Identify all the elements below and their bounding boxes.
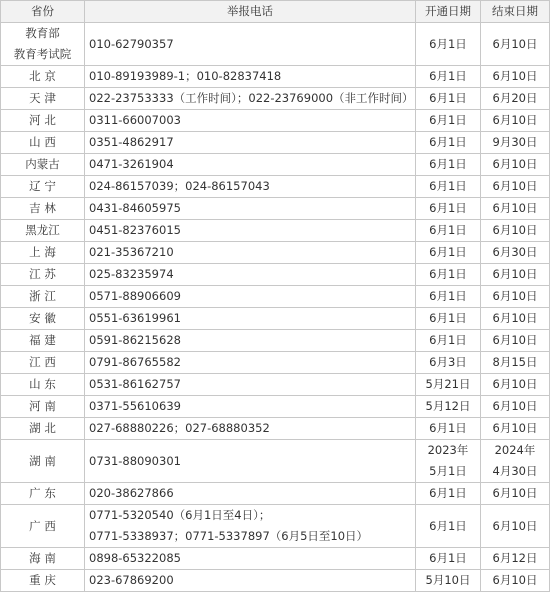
start-date-cell [416,570,481,592]
phone-cell [85,242,416,264]
province-cell-line: 浙 江 [29,289,56,303]
end-date-cell-line: 6月10日 [492,377,538,391]
phone-cell [85,198,416,220]
phone-cell-line: 0551-63619961 [89,311,181,325]
end-date-cell-line: 6月10日 [492,36,538,51]
header-province: 省份 [1,1,85,23]
end-date-cell-line: 6月10日 [492,399,538,413]
province-cell [1,308,85,330]
province-cell-line: 山 西 [29,135,56,149]
province-cell [1,374,85,396]
end-date-cell-line: 8月15日 [492,355,538,369]
phone-cell [85,570,416,592]
phone-cell-line: 0591-86215628 [89,333,181,347]
province-cell-line: 北 京 [29,69,56,83]
province-cell [1,264,85,286]
end-date-cell [481,418,550,440]
table-row [1,396,550,418]
province-cell [1,286,85,308]
province-cell-line: 湖 北 [29,421,56,435]
table-row [1,330,550,352]
end-date-cell [481,286,550,308]
province-cell [1,440,85,483]
phone-cell [85,374,416,396]
table-row [1,308,550,330]
end-date-cell-line: 6月10日 [492,289,538,303]
start-date-cell-line: 6月1日 [429,91,467,105]
start-date-cell-line: 6月1日 [429,421,467,435]
province-cell [1,505,85,548]
phone-cell [85,396,416,418]
phone-cell [85,154,416,176]
province-cell-line: 江 苏 [29,267,56,281]
phone-cell-line: 0771-5338937；0771-5337897（6月5日至10日） [89,529,369,543]
start-date-cell-line: 6月1日 [429,223,467,237]
end-date-cell [481,132,550,154]
end-date-cell [481,154,550,176]
end-date-cell [481,23,550,66]
start-date-cell-line: 2023年 [427,443,469,457]
table-row [1,570,550,592]
start-date-cell [416,352,481,374]
phone-cell [85,110,416,132]
start-date-cell [416,198,481,220]
phone-cell-line: 0431-84605975 [89,201,181,215]
start-date-cell-line: 5月1日 [429,464,467,478]
phone-cell-line: 021-35367210 [89,245,174,259]
end-date-cell [481,110,550,132]
phone-cell-line: 0311-66007003 [89,113,181,127]
end-date-cell [481,396,550,418]
end-date-cell-line: 4月30日 [492,464,538,478]
phone-cell [85,505,416,548]
province-cell [1,570,85,592]
province-cell-line: 福 建 [29,333,56,347]
province-cell [1,176,85,198]
start-date-cell-line: 6月1日 [429,135,467,149]
end-date-cell [481,440,550,483]
phone-cell-line: 025-83235974 [89,267,174,281]
phone-cell-line: 0771-5320540（6月1日至4日）； [89,508,271,522]
start-date-cell [416,110,481,132]
phone-cell [85,418,416,440]
start-date-cell-line: 6月1日 [429,518,467,533]
end-date-cell-line: 6月10日 [492,421,538,435]
table-row [1,132,550,154]
end-date-cell-line: 6月10日 [492,201,538,215]
province-cell [1,330,85,352]
start-date-cell-line: 6月1日 [429,201,467,215]
end-date-cell-line: 6月10日 [492,69,538,83]
table-row [1,548,550,570]
province-cell [1,418,85,440]
province-cell-line: 海 南 [29,551,56,565]
table-row [1,418,550,440]
table-row [1,483,550,505]
table-row [1,374,550,396]
table-row [1,198,550,220]
phone-cell [85,483,416,505]
phone-cell [85,308,416,330]
province-cell-line: 吉 林 [29,201,56,215]
table-row [1,176,550,198]
end-date-cell [481,308,550,330]
start-date-cell [416,374,481,396]
end-date-cell-line: 6月10日 [492,113,538,127]
province-cell-line: 湖 南 [29,453,56,468]
province-cell-line: 广 东 [29,486,56,500]
phone-cell [85,286,416,308]
table-body [1,23,550,592]
phone-cell [85,132,416,154]
province-cell [1,483,85,505]
end-date-cell-line: 6月10日 [492,518,538,533]
province-cell-line: 广 西 [29,518,56,533]
end-date-cell [481,352,550,374]
start-date-cell [416,505,481,548]
province-cell-line: 山 东 [29,377,56,391]
province-cell [1,66,85,88]
province-cell-line: 辽 宁 [29,179,56,193]
phone-cell-line: 010-62790357 [89,36,174,51]
end-date-cell [481,548,550,570]
phone-cell-line: 010-89193989-1；010-82837418 [89,69,282,83]
table-row [1,154,550,176]
start-date-cell-line: 5月12日 [425,399,471,413]
end-date-cell [481,264,550,286]
phone-cell-line: 0571-88906609 [89,289,181,303]
end-date-cell-line: 6月10日 [492,333,538,347]
province-cell [1,88,85,110]
end-date-cell [481,176,550,198]
start-date-cell [416,220,481,242]
end-date-cell-line: 6月10日 [492,311,538,325]
phone-cell [85,176,416,198]
table-row [1,352,550,374]
start-date-cell [416,418,481,440]
start-date-cell [416,88,481,110]
phone-cell-line: 023-67869200 [89,573,174,587]
phone-cell [85,23,416,66]
end-date-cell-line: 6月30日 [492,245,538,259]
header-start-date: 开通日期 [416,1,481,23]
province-cell-line: 教育考试院 [13,47,72,61]
phone-cell [85,66,416,88]
table-row [1,440,550,483]
start-date-cell [416,66,481,88]
end-date-cell [481,374,550,396]
start-date-cell [416,440,481,483]
start-date-cell [416,483,481,505]
start-date-cell [416,396,481,418]
province-cell-line: 黑龙江 [25,223,60,237]
start-date-cell [416,23,481,66]
province-cell-line: 江 西 [29,355,56,369]
phone-cell-line: 027-68880226；027-68880352 [89,421,270,435]
province-cell [1,352,85,374]
province-cell [1,198,85,220]
end-date-cell [481,88,550,110]
end-date-cell-line: 6月12日 [492,551,538,565]
end-date-cell-line: 6月10日 [492,573,538,587]
start-date-cell-line: 6月3日 [429,355,467,369]
start-date-cell-line: 6月1日 [429,113,467,127]
table-row [1,286,550,308]
province-cell [1,396,85,418]
province-cell [1,548,85,570]
table-row [1,242,550,264]
province-cell-line: 天 津 [29,91,56,105]
phone-cell-line: 0731-88090301 [89,453,181,468]
start-date-cell-line: 6月1日 [429,289,467,303]
end-date-cell [481,505,550,548]
province-cell-line: 内蒙古 [25,157,60,171]
province-cell-line: 重 庆 [29,573,56,587]
phone-cell [85,352,416,374]
end-date-cell [481,220,550,242]
phone-cell [85,88,416,110]
province-cell [1,220,85,242]
start-date-cell-line: 6月1日 [429,551,467,565]
start-date-cell-line: 6月1日 [429,311,467,325]
phone-cell-line: 020-38627866 [89,486,174,500]
phone-cell-line: 0371-55610639 [89,399,181,413]
province-cell [1,110,85,132]
phone-cell [85,330,416,352]
end-date-cell-line: 6月20日 [492,91,538,105]
province-cell [1,242,85,264]
start-date-cell-line: 6月1日 [429,179,467,193]
start-date-cell-line: 6月1日 [429,157,467,171]
end-date-cell-line: 6月10日 [492,179,538,193]
table-row [1,220,550,242]
end-date-cell-line: 6月10日 [492,486,538,500]
start-date-cell-line: 6月1日 [429,486,467,500]
start-date-cell [416,242,481,264]
start-date-cell-line: 6月1日 [429,69,467,83]
start-date-cell-line: 6月1日 [429,333,467,347]
end-date-cell-line: 6月10日 [492,157,538,171]
phone-cell-line: 0531-86162757 [89,377,181,391]
header-end-date: 结束日期 [481,1,550,23]
phone-cell [85,548,416,570]
province-cell [1,23,85,66]
start-date-cell [416,330,481,352]
end-date-cell [481,330,550,352]
end-date-cell [481,242,550,264]
end-date-cell-line: 6月10日 [492,223,538,237]
start-date-cell [416,132,481,154]
phone-cell-line: 0791-86765582 [89,355,181,369]
province-cell [1,154,85,176]
province-cell-line: 河 南 [29,399,56,413]
province-cell-line: 安 徽 [29,311,56,325]
start-date-cell-line: 5月10日 [425,573,471,587]
phone-cell-line: 024-86157039；024-86157043 [89,179,270,193]
start-date-cell [416,548,481,570]
end-date-cell-line: 9月30日 [492,135,538,149]
start-date-cell [416,308,481,330]
table-row [1,505,550,548]
header-phone: 举报电话 [85,1,416,23]
end-date-cell [481,198,550,220]
phone-cell-line: 0471-3261904 [89,157,174,171]
phone-cell-line: 0898-65322085 [89,551,181,565]
start-date-cell [416,286,481,308]
end-date-cell [481,66,550,88]
end-date-cell [481,570,550,592]
start-date-cell [416,264,481,286]
phone-cell-line: 0351-4862917 [89,135,174,149]
end-date-cell [481,483,550,505]
start-date-cell [416,176,481,198]
end-date-cell-line: 2024年 [494,443,536,457]
start-date-cell-line: 6月1日 [429,267,467,281]
table-row [1,110,550,132]
start-date-cell [416,154,481,176]
phone-cell [85,220,416,242]
start-date-cell-line: 5月21日 [425,377,471,391]
province-cell-line: 教育部 [25,26,60,40]
table-row [1,264,550,286]
end-date-cell-line: 6月10日 [492,267,538,281]
start-date-cell-line: 6月1日 [429,36,467,51]
phone-cell-line: 0451-82376015 [89,223,181,237]
table-row [1,88,550,110]
table-row [1,66,550,88]
table-row [1,23,550,66]
phone-cell [85,440,416,483]
province-cell-line: 上 海 [29,245,56,259]
phone-cell-line: 022-23753333（工作时间）；022-23769000（非工作时间） [89,91,414,105]
start-date-cell-line: 6月1日 [429,245,467,259]
province-cell-line: 河 北 [29,113,56,127]
province-cell [1,132,85,154]
phone-cell [85,264,416,286]
table-header-row [1,1,550,23]
